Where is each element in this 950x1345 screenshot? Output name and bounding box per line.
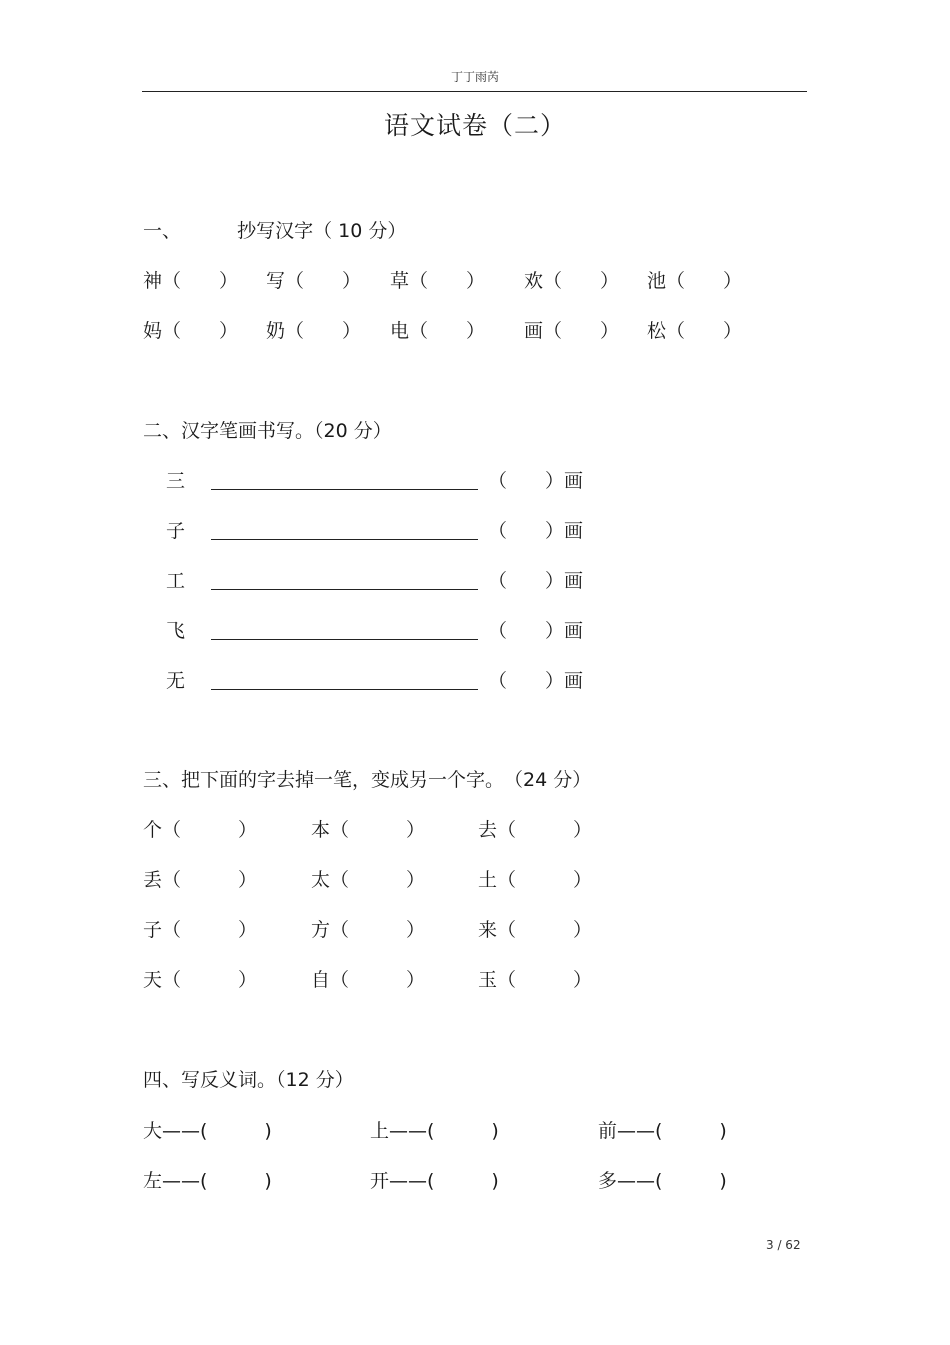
s3-item: 天（ ） [143, 969, 258, 991]
s2-char: 子 [166, 520, 186, 542]
s1-item: 妈（ ） [143, 320, 239, 342]
s2-answer-line [211, 639, 478, 640]
s3-item: 自（ ） [311, 969, 426, 991]
s4-item: 开——( ) [370, 1170, 499, 1192]
s2-suffix: （ ）画 [488, 670, 584, 692]
s3-item: 个（ ） [143, 819, 258, 841]
s2-char: 飞 [166, 620, 186, 642]
page-number: 3 / 62 [766, 1238, 801, 1252]
s1-item: 池（ ） [647, 270, 743, 292]
s3-item: 去（ ） [478, 819, 593, 841]
s4-item: 上——( ) [370, 1120, 499, 1142]
s2-answer-line [211, 489, 478, 490]
s2-char: 工 [166, 570, 186, 592]
s2-suffix: （ ）画 [488, 620, 584, 642]
section4-heading: 四、写反义词。（12 分） [143, 1069, 354, 1091]
s4-item: 多——( ) [598, 1170, 727, 1192]
s2-suffix: （ ）画 [488, 470, 584, 492]
s2-suffix: （ ）画 [488, 520, 584, 542]
s2-char: 无 [166, 670, 186, 692]
s2-answer-line [211, 689, 478, 690]
s3-item: 来（ ） [478, 919, 593, 941]
section1-heading [143, 216, 406, 243]
s2-char: 三 [166, 470, 186, 492]
s1-item: 画（ ） [524, 320, 620, 342]
s2-suffix: （ ）画 [488, 570, 584, 592]
s4-item: 大——( ) [143, 1120, 272, 1142]
s3-item: 丢（ ） [143, 869, 258, 891]
s1-item: 写（ ） [266, 270, 362, 292]
s1-item: 神（ ） [143, 270, 239, 292]
s2-answer-line [211, 589, 478, 590]
page-header: 丁丁雨芮 [450, 70, 499, 84]
s3-item: 玉（ ） [478, 969, 593, 991]
s3-item: 子（ ） [143, 919, 258, 941]
s4-item: 左——( ) [143, 1170, 272, 1192]
header-rule [142, 91, 807, 92]
s3-item: 本（ ） [311, 819, 426, 841]
s2-answer-line [211, 539, 478, 540]
section1-heading-prefix: 一、 [143, 220, 182, 242]
s3-item: 方（ ） [311, 919, 426, 941]
page-title: 语文试卷（二） [383, 111, 566, 140]
section1-heading-text: 抄写汉字（ 10 分） [237, 220, 407, 242]
section2-heading: 二、汉字笔画书写。（20 分） [143, 420, 392, 442]
s1-item: 松（ ） [647, 320, 743, 342]
s1-item: 欢（ ） [524, 270, 620, 292]
s4-item: 前——( ) [598, 1120, 727, 1142]
s3-item: 土（ ） [478, 869, 593, 891]
s1-item: 草（ ） [390, 270, 486, 292]
s1-item: 奶（ ） [266, 320, 362, 342]
s1-item: 电（ ） [390, 320, 486, 342]
section3-heading: 三、把下面的字去掉一笔，变成另一个字。 （24 分） [143, 769, 592, 791]
s3-item: 太（ ） [311, 869, 426, 891]
